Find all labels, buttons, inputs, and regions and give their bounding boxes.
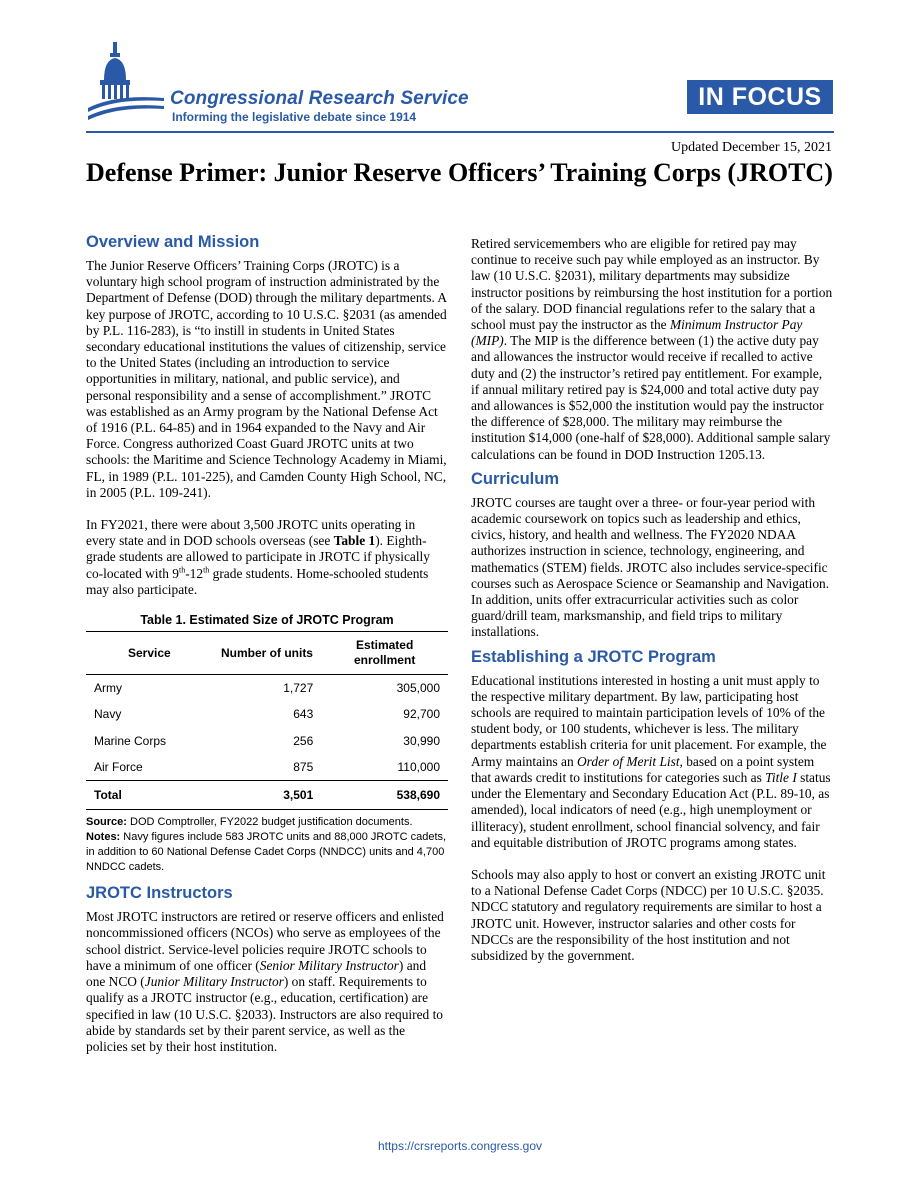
cell-total-units: 3,501 [213,781,322,810]
col-service: Service [86,632,213,675]
footer-url[interactable]: https://crsreports.congress.gov [377,1139,543,1153]
header-rule [86,131,834,133]
heading-overview: Overview and Mission [86,233,260,251]
table-row [86,675,448,702]
capitol-dome-icon [86,40,166,130]
table-row [86,754,448,781]
table-row [86,701,448,727]
paragraph-overview: The Junior Reserve Officers’ Training Corps (JROTC) is a voluntary high school program of instruction administrated by the Department of Defense (DOD) through the military departments. A key purpose of JROTC, according to 10 U.S.C. §2031 (as amended by P.L. 116-283), is “to instill in students in United States secondary educational institutions the values of citizenship, service to the United States (including an introduction to service opportunities in military, national, and public service), and personal responsibility and a sense of accomplishment.” JROTC was established as an Army program by the National Defense Act of 1916 (P.L. 64-85) and in 1964 expanded to the Navy and Air Force. Congress authorized Coast Guard JROTC units at two schools: the Maritime and Science Technology Academy in Miami, FL, in 1989 (P.L. 101-225), and Camden County High School, NC, in 2005 (P.L. 109-241). [86,258,447,500]
left-column [86,232,448,1055]
cell-service: Marine Corps [94,733,167,748]
table-total-row [86,781,448,810]
crs-logo [86,40,506,130]
cell-total-enrollment: 538,690 [321,781,448,810]
table-reference: Table 1 [333,533,376,549]
cell-enrollment: 30,990 [403,733,440,748]
updated-date: Updated December 15, 2021 [671,140,832,155]
right-column [471,236,833,964]
cell-enrollment: 92,700 [403,707,440,722]
org-name: Congressional Research Service [170,88,469,109]
org-tagline: Informing the legislative debate since 1914 [172,110,417,124]
cell-service: Navy [94,707,122,722]
table-caption: Table 1. Estimated Size of JROTC Program [86,612,448,632]
table-notes [86,815,448,875]
table-source: Source: DOD Comptroller, FY2022 budget justification documents. [86,816,413,829]
cell-enrollment: 305,000 [396,681,440,696]
paragraph-ndcc: Schools may also apply to host or convert an existing JROTC unit to a National Defense Cadet Corps (NDCC) per 10 U.S.C. §2035. NDCC statutory and regulatory requirements are similar to host a JROTC unit. However, instructor salaries and other costs for NDCCs are the responsibility of the host institution and not subsidized by the government. [471,866,826,963]
paragraph-units: In FY2021, there were about 3,500 JROTC units operating in every state and in DOD schools overseas (see Table 1). Eighth-grade students are allowed to participate in JROTC if physically co-located with 9th-12th grade students. Home-schooled students may also participate. [86,517,430,597]
paragraph-instructors: Most JROTC instructors are retired or reserve officers and enlisted noncommissioned officers (NCOs) who serve as employees of the school district. Service-level policies require JROTC schools to have a minimum of one officer (Senior Military Instructor) and one NCO (Junior Military Instructor) on staff. Requirements to qualify as a JROTC instructor (e.g., education, certification) are specified in law (10 U.S.C. §2033). Instructors are also required to abide by standards set by their parent service, as well as the policies set by their host institution. [86,909,444,1054]
cell-units: 1,727 [283,681,314,696]
paragraph-curriculum: JROTC courses are taught over a three- or four-year period with academic coursework on topics such as leadership and ethics, civics, history, and health and wellness. The FY2020 NDAA authorizes instruction in science, technology, engineering, and mathematics (STEM) fields. JROTC also includes service-specific courses such as Aerospace Science or Seamanship and Navigation. In addition, units offer extracurricular activities such as color guard/drill team, marksmanship, and field trips to military installations. [471,494,830,640]
table-row [86,728,448,754]
paragraph-pay: Retired servicemembers who are eligible for retired pay may continue to receive such pay while employed as an instructor. By law (10 U.S.C. §2031), military departments may subsidize instructor positions by reimbursing the host institution for a portion of the salary. DOD financial regulations refer to the salary that a school must pay the instructor as the Minimum Instructor Pay (MIP). The MIP is the difference between (1) the active duty pay and allowances the instructor would receive if recalled to active duty and (2) the instructor’s retired pay entitlement. For example, if annual military retired pay is $24,000 and total active duty pay and allowances is $52,000 the institution would pay the instructor the difference of $28,000. The military may reimburse the institution $14,000 (one-half of $28,000). Additional sample salary calculations can be found in DOD Instruction 1205.13. [471,236,833,462]
cell-service: Army [94,681,122,696]
page-title: Defense Primer: Junior Reserve Officers’ Training Corps (JROTC) [86,158,833,187]
jrotc-table [86,612,448,875]
cell-enrollment: 110,000 [397,759,440,774]
heading-instructors: JROTC Instructors [86,884,233,903]
in-focus-badge: IN FOCUS [687,80,833,114]
heading-curriculum: Curriculum [471,469,560,488]
col-units: Number of units [213,632,322,675]
cell-units: 643 [293,707,314,722]
cell-units: 256 [293,733,314,748]
table-note: Notes: Navy figures include 583 JROTC units and 88,000 JROTC cadets, in addition to 60 National Defense Cadet Corps (NNDCC) units and 4,700 NNDCC cadets. [86,831,447,874]
heading-establishing: Establishing a JROTC Program [471,647,716,666]
cell-service: Air Force [94,759,143,774]
col-enrollment: Estimated enrollment [321,632,448,675]
cell-total-label: Total [86,781,213,810]
paragraph-establishing: Educational institutions interested in hosting a unit must apply to the respective military department. By law, participating host schools are required to maintain participation levels of 10% of the student body, or 100 students, whichever is less. The military departments establish criteria for unit placement. For example, the Army maintains an Order of Merit List, based on a point system that awards credit to institutions for categories such as Title I status under the Elementary and Secondary Education Act (P.L. 89-10, as amended), local indicators of need (e.g., high unemployment or illiteracy), student enrollment, school financial solvency, and fair and equitable distribution of JROTC programs among states. [471,672,831,850]
cell-units: 875 [293,759,314,774]
